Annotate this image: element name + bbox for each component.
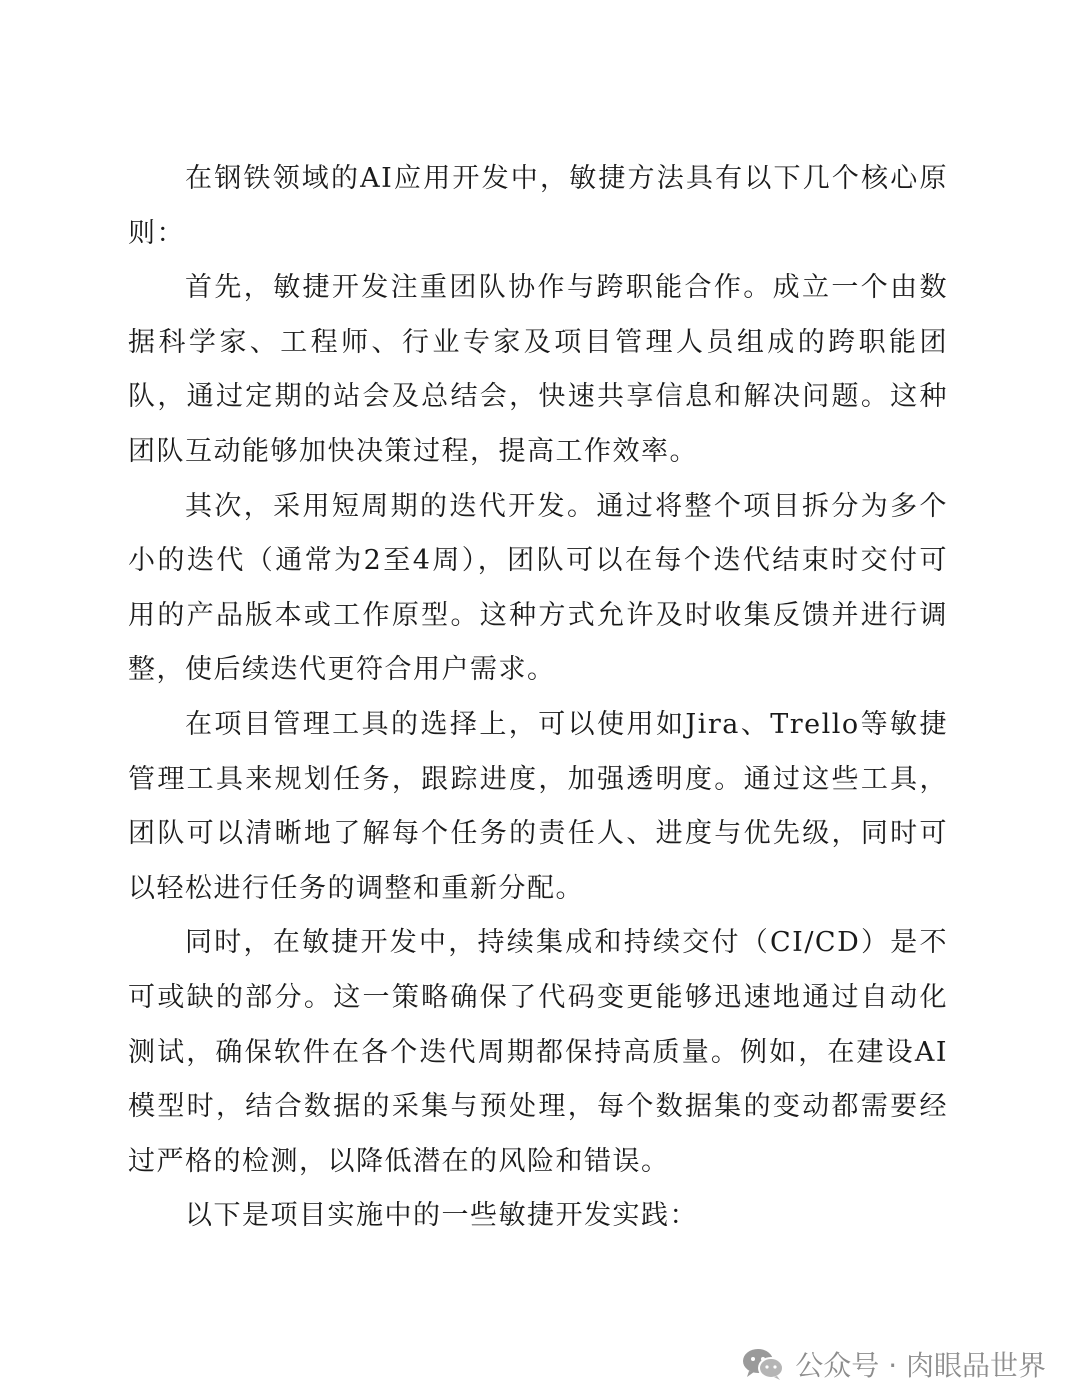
paragraph-teamwork: 首先，敏捷开发注重团队协作与跨职能合作。成立一个由数据科学家、工程师、行业专家及项目管理人员组成的跨职能团队，通过定期的站会及总结会，快速共享信息和解决问题。这种团队互动能够加快决策过程，提高工作效率。 xyxy=(128,272,948,467)
paragraph-tools: 在项目管理工具的选择上，可以使用如Jira、Trello等敏捷管理工具来规划任务，跟踪进度，加强透明度。通过这些工具，团队可以清晰地了解每个任务的责任人、进度与优先级，同时可以轻松进行任务的调整和重新分配。 xyxy=(128,708,948,904)
paragraph-practices: 以下是项目实施中的一些敏捷开发实践： xyxy=(185,1200,698,1232)
paragraph-intro: 在钢铁领域的AI应用开发中，敏捷方法具有以下几个核心原则： xyxy=(128,163,948,249)
paragraph-iteration: 其次，采用短周期的迭代开发。通过将整个项目拆分为多个小的迭代（通常为2至4周），团队可以在每个迭代结束时交付可用的产品版本或工作原型。这种方式允许及时收集反馈并进行调整，使后续迭代更符合用户需求。 xyxy=(128,490,948,686)
paragraph-cicd: 同时，在敏捷开发中，持续集成和持续交付（CI/CD）是不可或缺的部分。这一策略确保了代码变更能够迅速地通过自动化测试，确保软件在各个迭代周期都保持高质量。例如，在建设AI模型时，结合数据的采集与预处理，每个数据集的变动都需要经过严格的检测，以降低潜在的风险和错误。 xyxy=(128,927,948,1177)
wechat-icon xyxy=(741,1347,785,1381)
watermark-text: 公众号 · 肉眼品世界 xyxy=(795,1349,1046,1382)
watermark xyxy=(741,1344,1046,1384)
document-body xyxy=(128,152,948,1244)
